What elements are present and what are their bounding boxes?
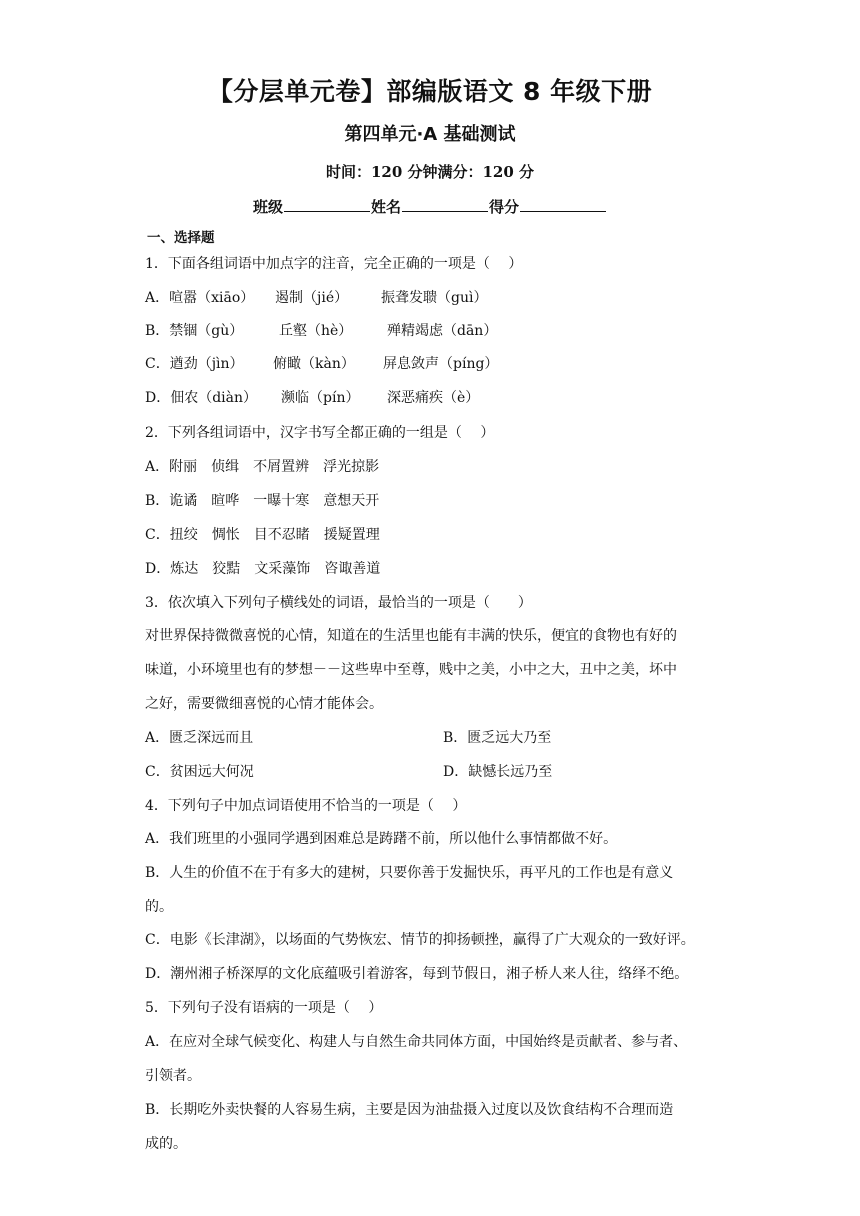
time-info: 时间：120 分钟满分：120 分 [325, 163, 535, 181]
q1-b-word-2: 丘壑（hè） [279, 323, 353, 339]
q1-stem: 1．下面各组词语中加点字的注音，完全正确的一项是（ ） [145, 256, 523, 272]
q1-option-a [145, 287, 487, 307]
q2-option-a: A．附丽 侦缉 不屑置辨 浮光掠影 [145, 459, 380, 475]
q4-option-c: C．电影《长津湖》，以场面的气势恢宏、情节的抑扬顿挫，赢得了广大观众的一致好评。 [145, 932, 695, 948]
class-blank[interactable] [284, 197, 370, 212]
q3-option-d: D．缺憾长远乃至 [443, 764, 553, 780]
q5-option-b-line-2: 成的。 [145, 1136, 187, 1152]
page-subtitle: 第四单元·A 基础测试 [344, 124, 516, 145]
class-label: 班级 [252, 198, 283, 216]
q3-passage-line-2: 味道，小环境里也有的梦想－－这些卑中至尊，贱中之美，小中之大，丑中之美，坏中 [145, 662, 677, 678]
name-label: 姓名 [370, 198, 401, 216]
q1-a-word-1: A．喧嚣（xiāo） [145, 290, 255, 306]
q5-option-a-line-2: 引领者。 [145, 1068, 201, 1084]
q1-c-word-2: 俯瞰（kàn） [273, 356, 355, 372]
q2-option-b: B．诡谲 暄哗 一曝十寒 意想天开 [145, 493, 380, 509]
q3-stem: 3．依次填入下列句子横线处的词语，最恰当的一项是（ ） [145, 595, 532, 611]
q3-option-a: A．匮乏深远而且 [145, 730, 254, 746]
q4-option-b-line-2: 的。 [145, 899, 173, 915]
q1-b-word-3: 殚精竭虑（dān） [387, 323, 498, 339]
q1-d-word-3: 深恶痛疾（è） [387, 390, 480, 406]
q4-option-b-line-1: B．人生的价值不在于有多大的建树，只要你善于发掘快乐，再平凡的工作也是有意义 [145, 865, 674, 881]
q5-option-a-line-1: A．在应对全球气候变化、构建人与自然生命共同体方面，中国始终是贡献者、参与者、 [145, 1034, 688, 1050]
q5-option-b-line-1: B．长期吃外卖快餐的人容易生病，主要是因为油盐摄入过度以及饮食结构不合理而造 [145, 1102, 674, 1118]
score-blank[interactable] [520, 197, 606, 212]
q1-option-b [145, 320, 497, 340]
q1-d-word-1: D．佃农（diàn） [145, 390, 258, 406]
q5-stem: 5．下列句子没有语病的一项是（ ） [145, 1000, 383, 1016]
q1-a-word-2: 遏制（jié） [275, 290, 349, 306]
q1-c-word-1: C．遒劲（jìn） [145, 356, 244, 372]
q2-option-c: C．扭绞 惆怅 目不忍睹 援疑置理 [145, 527, 380, 543]
name-blank[interactable] [402, 197, 488, 212]
section-heading: 一、选择题 [147, 230, 215, 246]
q3-option-c: C．贫困远大何况 [145, 764, 254, 780]
q1-option-d [145, 387, 479, 407]
q3-passage-line-3: 之好，需要微细喜悦的心情才能体会。 [145, 696, 383, 712]
q1-d-word-2: 濒临（pín） [281, 390, 360, 406]
q1-c-word-3: 屏息敛声（píng） [383, 356, 499, 372]
q4-option-d: D．潮州湘子桥深厚的文化底蕴吸引着游客，每到节假日，湘子桥人来人往，络绎不绝。 [145, 966, 689, 982]
q3-passage-line-1: 对世界保持微微喜悦的心情，知道在的生活里也能有丰满的快乐，便宜的食物也有好的 [145, 628, 677, 644]
q4-option-a: A．我们班里的小强同学遇到困难总是踌躇不前，所以他什么事情都做不好。 [145, 831, 618, 847]
q1-a-word-3: 振聋发聩（guì） [381, 290, 488, 306]
q2-option-d: D．炼达 狡黠 文采藻饰 咨诹善道 [145, 561, 381, 577]
q4-stem: 4．下列句子中加点词语使用不恰当的一项是（ ） [145, 798, 467, 814]
q2-stem: 2．下列各组词语中，汉字书写全都正确的一组是（ ） [145, 425, 495, 441]
score-label: 得分 [489, 198, 520, 216]
q3-option-b: B．匮乏远大乃至 [443, 730, 552, 746]
q1-b-word-1: B．禁锢（gù） [145, 323, 244, 339]
student-fields [0, 196, 860, 217]
q1-option-c [145, 353, 498, 373]
page-title: 【分层单元卷】部编版语文 8 年级下册 [207, 77, 653, 106]
